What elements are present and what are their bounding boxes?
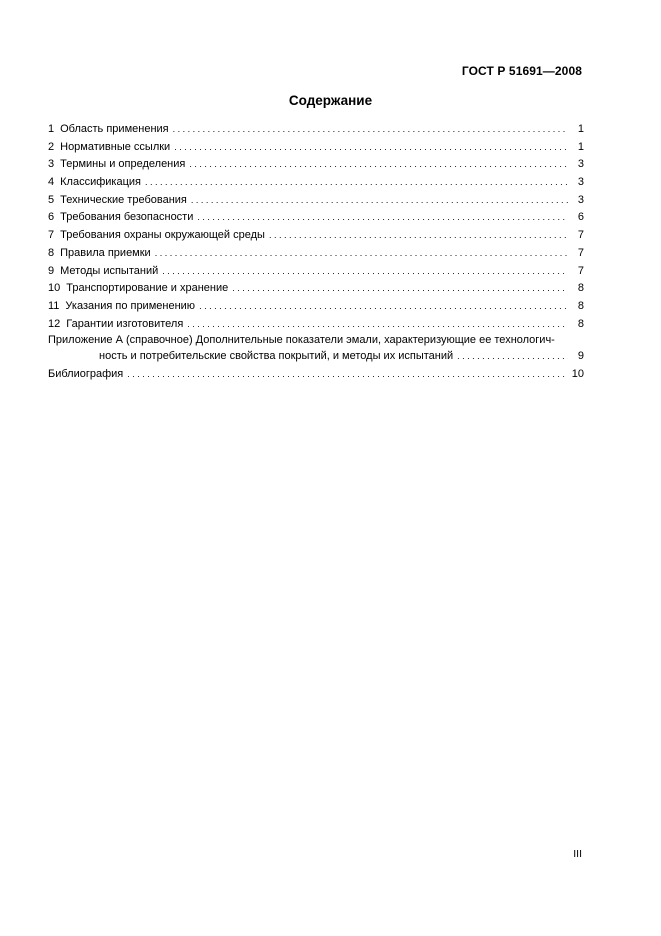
toc-entry-5[interactable] [48, 192, 584, 210]
dot-leader [173, 121, 568, 139]
dot-leader [162, 263, 568, 281]
toc-entry-number: 11 [48, 299, 60, 312]
dot-leader [191, 192, 568, 210]
toc-entry-page: 10 [571, 367, 584, 380]
toc-entry-page: 3 [577, 193, 584, 206]
toc-entry-11[interactable] [48, 298, 584, 316]
toc-entry-page: 8 [577, 317, 584, 330]
toc-entry-label: Правила приемки [60, 246, 151, 259]
toc-entry-page: 8 [577, 282, 584, 295]
dot-leader [189, 156, 568, 174]
toc-entry-3[interactable] [48, 156, 584, 174]
toc-entry-appendix-a[interactable] [48, 333, 584, 366]
toc-entry-page: 1 [577, 140, 584, 153]
toc-entry-label: Библиография [48, 367, 124, 380]
toc-entry-number: 12 [48, 317, 61, 330]
toc-entry-2[interactable] [48, 139, 584, 157]
toc-entry-label: Нормативные ссылки [60, 140, 171, 153]
toc-entry-page: 7 [577, 229, 584, 242]
toc-entry-bibliography[interactable] [48, 366, 584, 384]
toc-entry-10[interactable] [48, 280, 584, 298]
toc-entry-label: Гарантии изготовителя [66, 317, 184, 330]
toc-entry-number: 8 [48, 246, 55, 259]
toc-entry-7[interactable] [48, 227, 584, 245]
toc-entry-label: Технические требования [60, 193, 187, 206]
toc-entry-page: 3 [577, 176, 584, 189]
toc-entry-page: 9 [577, 350, 584, 363]
toc-entry-number: 6 [48, 211, 55, 224]
toc-entry-number: 2 [48, 140, 55, 153]
dot-leader [197, 209, 568, 227]
toc-entry-4[interactable] [48, 174, 584, 192]
toc-entry-6[interactable] [48, 209, 584, 227]
dot-leader [187, 316, 568, 334]
toc-entry-8[interactable] [48, 245, 584, 263]
dot-leader [269, 227, 568, 245]
appendix-title-line1: Приложение А (справочное) Дополнительные показатели эмали, характеризующие ее технологич- [48, 334, 555, 347]
toc-entry-label: Указания по применению [65, 299, 196, 312]
dot-leader [155, 245, 568, 263]
toc-entry-page: 7 [577, 246, 584, 259]
toc-entry-page: 7 [577, 264, 584, 277]
toc-entry-page: 3 [577, 158, 584, 171]
table-of-contents [48, 121, 584, 384]
toc-entry-9[interactable] [48, 263, 584, 281]
toc-title: Содержание [288, 93, 373, 108]
dot-leader [174, 139, 568, 157]
toc-entry-number: 5 [48, 193, 55, 206]
appendix-title-line2: ность и потребительские свойства покрытий, и методы их испытаний [99, 350, 454, 363]
document-code: ГОСТ Р 51691—2008 [461, 64, 582, 78]
toc-entry-label: Область применения [60, 123, 169, 135]
toc-entry-label: Методы испытаний [60, 264, 159, 277]
toc-entry-number: 1 [48, 123, 55, 135]
toc-entry-page: 1 [577, 123, 584, 135]
toc-entry-12[interactable] [48, 316, 584, 334]
toc-entry-label: Транспортирование и хранение [66, 282, 229, 295]
dot-leader [457, 348, 568, 365]
toc-entry-page: 6 [577, 211, 584, 224]
toc-entry-number: 9 [48, 264, 55, 277]
toc-entry-page: 8 [577, 299, 584, 312]
dot-leader [127, 366, 566, 384]
toc-entry-number: 4 [48, 176, 55, 189]
dot-leader [145, 174, 568, 192]
toc-entry-number: 10 [48, 282, 61, 295]
toc-entry-label: Термины и определения [60, 158, 186, 171]
toc-entry-label: Требования охраны окружающей среды [60, 229, 265, 242]
page-number: III [573, 848, 582, 860]
toc-entry-number: 7 [48, 229, 55, 242]
toc-entry-label: Требования безопасности [60, 211, 194, 224]
toc-entry-label: Классификация [60, 176, 141, 189]
dot-leader [232, 280, 568, 298]
toc-entry-1[interactable] [48, 121, 584, 139]
toc-entry-number: 3 [48, 158, 55, 171]
dot-leader [199, 298, 568, 316]
